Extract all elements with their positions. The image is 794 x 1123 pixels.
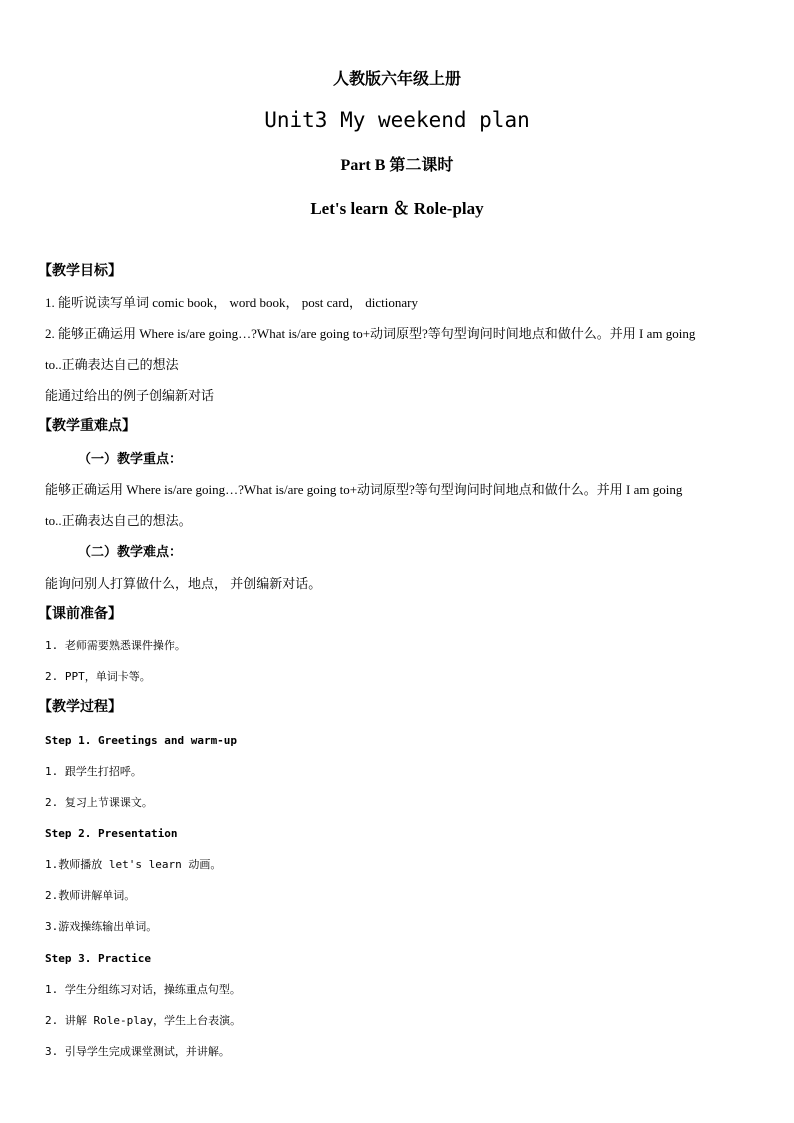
objective-item-3: 能通过给出的例子创编新对话 — [45, 388, 215, 403]
objective-item-2-line-2: to..正确表达自己的想法 — [45, 357, 179, 372]
preparation-item-2: 2. PPT，单词卡等。 — [45, 670, 151, 683]
step-1-title: Step 1. Greetings and warm-up — [45, 734, 238, 747]
difficulty-text: 能询问别人打算做什么，地点， 并创编新对话。 — [45, 576, 322, 591]
unit-title: Unit3 My weekend plan — [264, 108, 530, 132]
step-3-item-2: 2. 讲解 Role-play，学生上台表演。 — [45, 1014, 242, 1027]
objective-item-1: 1. 能听说读写单词 comic book， word book， post card， dictionary — [45, 295, 418, 310]
step-1-item-2: 2. 复习上节课课文。 — [45, 796, 153, 809]
step-2-item-3: 3.游戏操练输出单词。 — [45, 920, 158, 933]
preparation-item-1: 1. 老师需要熟悉课件操作。 — [45, 639, 186, 652]
key-points-heading: 【教学重难点】 — [38, 419, 136, 434]
step-3-item-1: 1. 学生分组练习对话，操练重点句型。 — [45, 983, 241, 996]
focus-title: （一）教学重点： — [78, 451, 183, 466]
focus-line-2: to..正确表达自己的想法。 — [45, 513, 192, 528]
process-heading: 【教学过程】 — [38, 700, 122, 715]
difficulty-title: （二）教学难点： — [78, 544, 183, 559]
step-2-item-1: 1.教师播放 let's learn 动画。 — [45, 858, 222, 871]
focus-line-1: 能够正确运用 Where is/are going…?What is/are going to+动词原型?等句型询问时间地点和做什么。并用 I am going — [45, 482, 683, 497]
objectives-heading: 【教学目标】 — [38, 264, 122, 279]
step-1-item-1: 1. 跟学生打招呼。 — [45, 765, 142, 778]
step-3-title: Step 3. Practice — [45, 952, 151, 965]
step-3-item-3: 3. 引导学生完成课堂测试，并讲解。 — [45, 1045, 230, 1058]
lesson-part: Part B 第二课时 — [340, 157, 454, 174]
step-2-title: Step 2. Presentation — [45, 827, 178, 840]
textbook-title: 人教版六年级上册 — [332, 69, 461, 88]
lesson-topic: Let's learn ＆ Role-play — [310, 199, 484, 218]
preparation-heading: 【课前准备】 — [38, 607, 122, 622]
step-2-item-2: 2.教师讲解单词。 — [45, 889, 136, 902]
objective-item-2-line-1: 2. 能够正确运用 Where is/are going…?What is/are going to+动词原型?等句型询问时间地点和做什么。并用 I am going — [45, 326, 696, 341]
